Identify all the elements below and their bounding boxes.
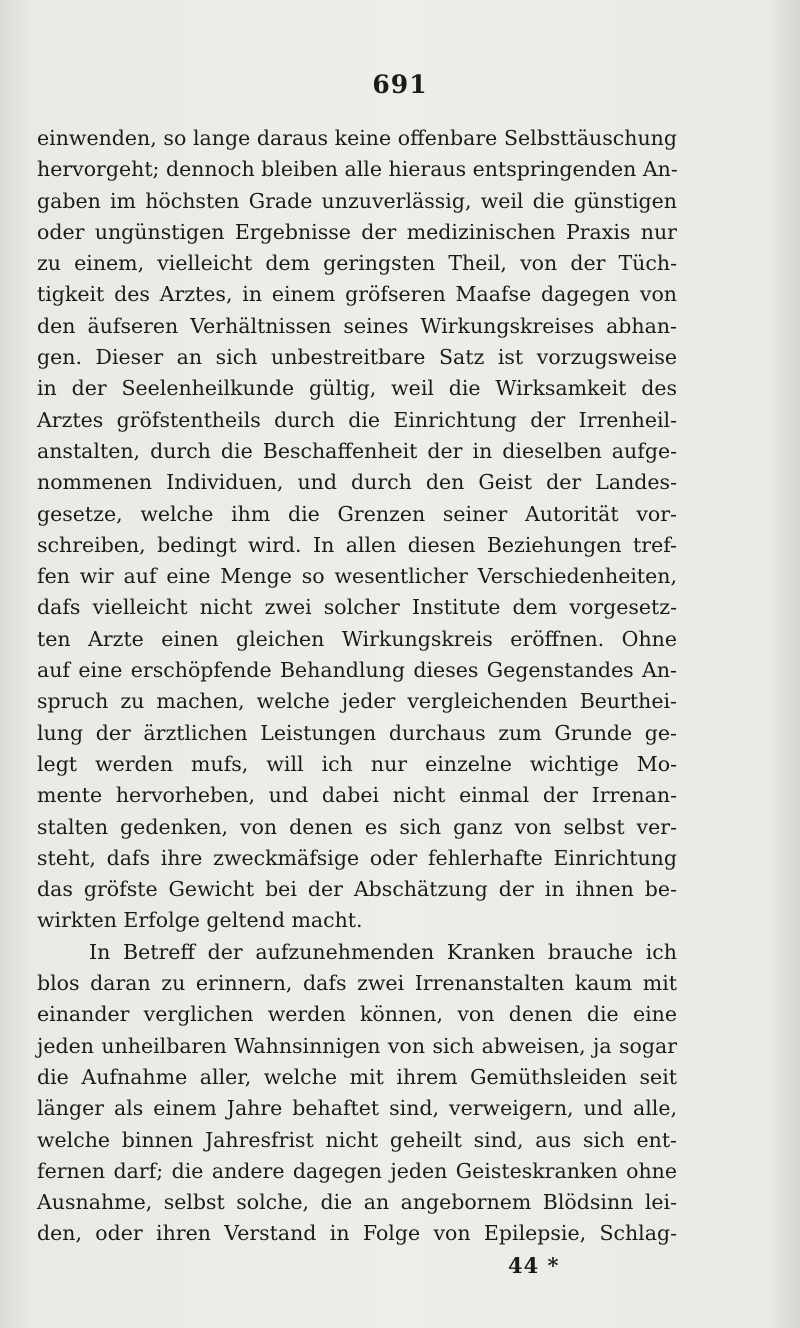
text-line: steht, dafs ihre zweckmäfsige oder fehlerhafte Einrichtung <box>37 845 677 870</box>
text-line: stalten gedenken, von denen es sich ganz von selbst ver- <box>37 814 677 839</box>
text-line: einander verglichen werden können, von denen die eine <box>37 1002 677 1027</box>
text-line: gaben im höchsten Grade unzuverlässig, weil die günstigen <box>37 188 677 213</box>
text-line: den äufseren Verhältnissen seines Wirkungskreises abhan- <box>37 313 677 338</box>
text-line: zu einem, vielleicht dem geringsten Theil, von der Tüch- <box>37 251 677 276</box>
text-line: lung der ärztlichen Leistungen durchaus zum Grunde ge- <box>37 720 677 745</box>
text-line: schreiben, bedingt wird. In allen diesen Beziehungen tref- <box>37 532 677 557</box>
text-line: länger als einem Jahre behaftet sind, verweigern, und alle, <box>37 1096 677 1121</box>
text-line: tigkeit des Arztes, in einem gröfseren Maafse dagegen von <box>37 282 677 307</box>
text-line: nommenen Individuen, und durch den Geist der Landes- <box>37 470 677 495</box>
text-line: anstalten, durch die Beschaffenheit der in dieselben aufge- <box>37 438 677 463</box>
text-line: auf eine erschöpfende Behandlung dieses Gegenstandes An- <box>37 658 677 683</box>
text-line: in der Seelenheilkunde gültig, weil die Wirksamkeit des <box>37 376 677 401</box>
text-line: legt werden mufs, will ich nur einzelne wichtige Mo- <box>37 751 677 776</box>
text-line: das gröfste Gewicht bei der Abschätzung der in ihnen be- <box>37 877 677 902</box>
text-line: mente hervorheben, und dabei nicht einmal der Irrenan- <box>37 783 677 808</box>
text-line: oder ungünstigen Ergebnisse der medizinischen Praxis nur <box>37 219 677 244</box>
signature-mark: 44 * <box>508 1253 560 1278</box>
text-line: spruch zu machen, welche jeder vergleichenden Beurthei- <box>37 689 677 714</box>
paragraph-end-line: wirkten Erfolge geltend macht. <box>37 908 363 933</box>
text-line: jeden unheilbaren Wahnsinnigen von sich abweisen, ja sogar <box>37 1033 677 1058</box>
text-line: gesetze, welche ihm die Grenzen seiner Autorität vor- <box>37 501 677 526</box>
text-line: blos daran zu erinnern, dafs zwei Irrenanstalten kaum mit <box>37 971 677 996</box>
text-line: fen wir auf eine Menge so wesentlicher Verschiedenheiten, <box>37 564 677 589</box>
text-line: Ausnahme, selbst solche, die an angebornem Blödsinn lei- <box>37 1190 677 1215</box>
body-text <box>37 123 677 1250</box>
paragraph-start-line: In Betreff der aufzunehmenden Kranken brauche ich <box>89 939 677 964</box>
text-line: einwenden, so lange daraus keine offenbare Selbsttäuschung <box>37 126 677 150</box>
text-line: hervorgeht; dennoch bleiben alle hieraus entspringenden An- <box>37 157 678 182</box>
text-line: ten Arzte einen gleichen Wirkungskreis eröffnen. Ohne <box>37 626 677 651</box>
text-line: welche binnen Jahresfrist nicht geheilt sind, aus sich ent- <box>37 1127 677 1152</box>
page-number: 691 <box>372 70 428 99</box>
text-line: dafs vielleicht nicht zwei solcher Institute dem vorgesetz- <box>37 595 677 620</box>
text-line: Arztes gröfstentheils durch die Einrichtung der Irrenheil- <box>37 407 677 432</box>
text-line: fernen darf; die andere dagegen jeden Geisteskranken ohne <box>37 1158 677 1183</box>
text-line: die Aufnahme aller, welche mit ihrem Gemüthsleiden seit <box>37 1064 677 1089</box>
text-line: gen. Dieser an sich unbestreitbare Satz ist vorzugsweise <box>37 345 677 370</box>
text-line: den, oder ihren Verstand in Folge von Epilepsie, Schlag- <box>37 1221 677 1246</box>
